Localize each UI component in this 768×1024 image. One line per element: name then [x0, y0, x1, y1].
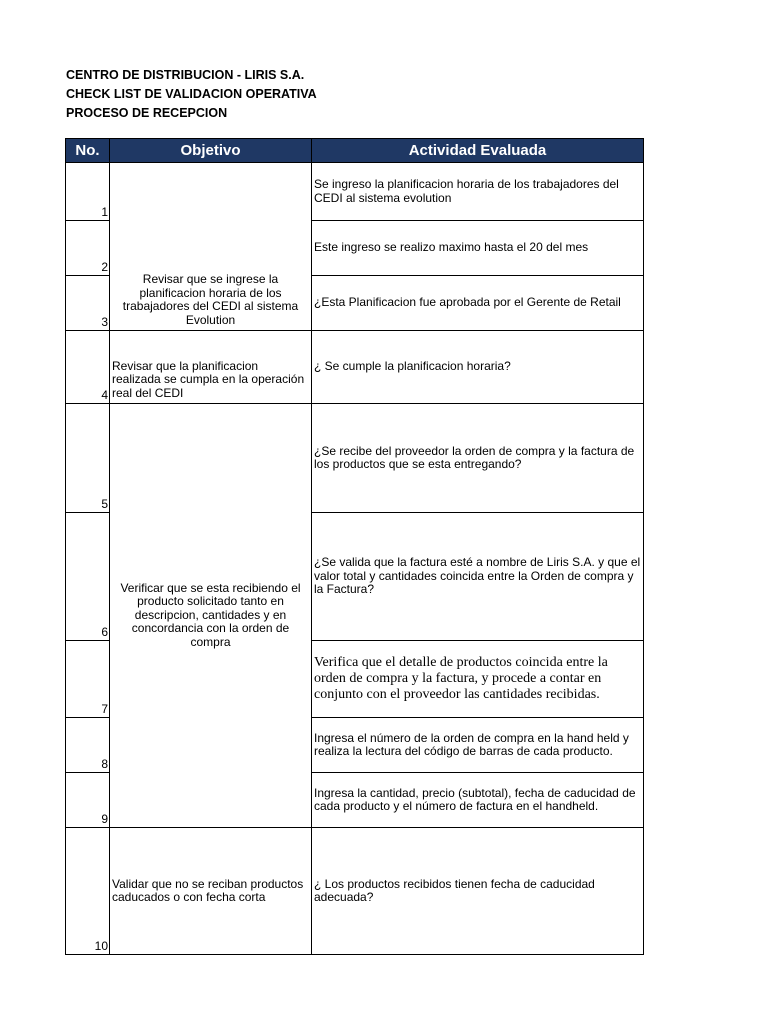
column-header-activity: Actividad Evaluada: [312, 139, 644, 163]
table-row: [66, 404, 644, 513]
row-number: 3: [66, 276, 110, 331]
table-row: [66, 828, 644, 955]
activity-cell: Este ingreso se realizo maximo hasta el 20 del mes: [312, 221, 644, 276]
objective-cell: Validar que no se reciban productos caducados o con fecha corta: [110, 828, 312, 955]
activity-cell: ¿ Se cumple la planificacion horaria?: [312, 331, 644, 404]
table-header-row: [66, 139, 644, 163]
document-header: [66, 66, 317, 123]
activity-cell: Ingresa la cantidad, precio (subtotal), fecha de caducidad de cada producto y el número de factura en el handheld.: [312, 773, 644, 828]
company-title: CENTRO DE DISTRIBUCION - LIRIS S.A.: [66, 68, 305, 82]
checklist-table: [65, 138, 644, 955]
objective-cell: Revisar que se ingrese la planificacion horaria de los trabajadores del CEDI al sistema Evolution: [110, 163, 312, 331]
row-number: 8: [66, 718, 110, 773]
activity-cell: ¿Se valida que la factura esté a nombre de Liris S.A. y que el valor total y cantidades coincida entre la Orden de compra y la Factura?: [312, 513, 644, 641]
row-number: 4: [66, 331, 110, 404]
table-row: [66, 163, 644, 221]
process-title: PROCESO DE RECEPCION: [66, 106, 228, 120]
activity-cell: ¿Esta Planificacion fue aprobada por el Gerente de Retail: [312, 276, 644, 331]
activity-cell: Ingresa el número de la orden de compra en la hand held y realiza la lectura del código de barras de cada producto.: [312, 718, 644, 773]
activity-cell: ¿ Los productos recibidos tienen fecha de caducidad adecuada?: [312, 828, 644, 955]
activity-cell: Verifica que el detalle de productos coincida entre la orden de compra y la factura, y procede a contar en conjunto con el proveedor las cantidades recibidas.: [312, 641, 644, 718]
table-row: [66, 331, 644, 404]
objective-cell: Revisar que la planificacion realizada se cumpla en la operación real del CEDI: [110, 331, 312, 404]
objective-cell: Verificar que se esta recibiendo el producto solicitado tanto en descripcion, cantidades y en concordancia con la orden de compra: [110, 404, 312, 828]
activity-cell: Se ingreso la planificacion horaria de los trabajadores del CEDI al sistema evolution: [312, 163, 644, 221]
row-number: 1: [66, 163, 110, 221]
column-header-no: No.: [66, 139, 110, 163]
row-number: 9: [66, 773, 110, 828]
activity-cell: ¿Se recibe del proveedor la orden de compra y la factura de los productos que se esta entregando?: [312, 404, 644, 513]
row-number: 2: [66, 221, 110, 276]
column-header-objective: Objetivo: [110, 139, 312, 163]
row-number: 5: [66, 404, 110, 513]
row-number: 10: [66, 828, 110, 955]
row-number: 6: [66, 513, 110, 641]
row-number: 7: [66, 641, 110, 718]
checklist-title: CHECK LIST DE VALIDACION OPERATIVA: [66, 87, 317, 101]
